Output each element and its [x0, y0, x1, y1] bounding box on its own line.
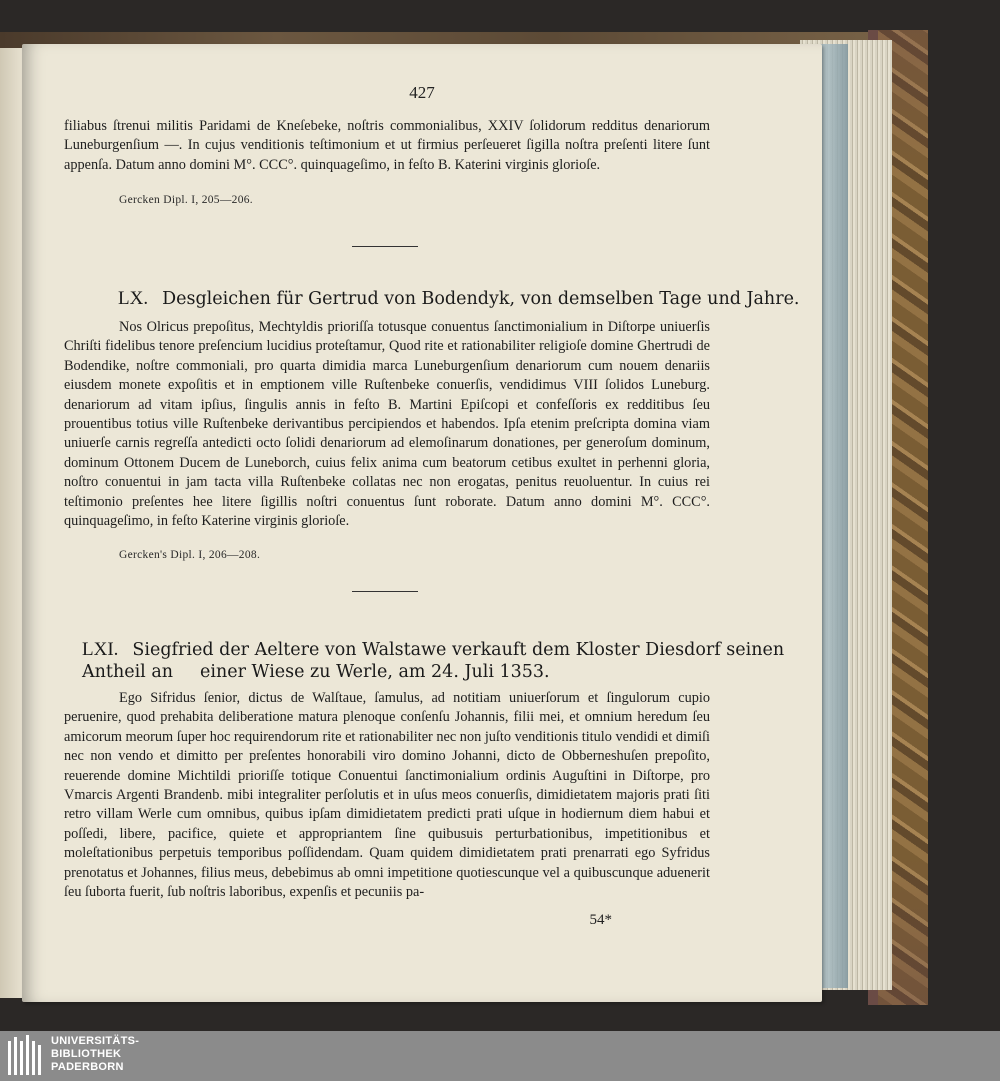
- library-name-line1: UNIVERSITÄTS-: [51, 1035, 140, 1047]
- section-2-heading: [118, 288, 800, 310]
- library-name: [51, 1035, 139, 1075]
- section-3-number: LXI.: [82, 639, 119, 660]
- section-3-title-line1: Siegfried der Aeltere von Walstawe verkauft dem Kloster Diesdorf seinen Antheil an: [82, 640, 785, 682]
- library-name-line3: PADERBORN: [51, 1061, 124, 1074]
- section-2-text: [64, 318, 710, 531]
- signature-mark: 54*: [589, 912, 612, 928]
- section-2-citation: Gercken's Dipl. I, 206—208.: [119, 549, 261, 561]
- library-logo-icon: [6, 1035, 44, 1077]
- section-2-title: Desgleichen für Gertrud von Bodendyk, von demselben Tage und Jahre.: [162, 289, 800, 309]
- library-banner: [0, 1031, 1000, 1081]
- section-divider: [352, 246, 418, 247]
- left-page-sliver: [0, 48, 24, 998]
- section-divider: [352, 591, 418, 592]
- library-name-line2: BIBLIOTHEK: [51, 1048, 122, 1061]
- book-page: [22, 44, 822, 1002]
- section-2-number: LX.: [118, 288, 149, 309]
- section-1-text: [64, 117, 710, 175]
- section-1-citation: Gercken Dipl. I, 205—206.: [119, 194, 253, 206]
- section-3-title-line2: einer Wiese zu Werle, am 24. Juli 1353.: [200, 662, 550, 682]
- section-3-text: [64, 689, 710, 902]
- section-3-paragraph: Ego Sifridus ſenior, dictus de Walſtaue, ſamulus, ad notitiam uniuerſorum et ſingulorum cupio peruenire, quod prehabita deliberatione matura plenoque conſenſu Johannis, filii mei, et omnium heredum ſeu amicorum meorum ſuper hoc requirendorum rite et rationabiliter nec non juſto venditionis titulo vendidi et dimiſi nec non vendo et dimitto per preſentes honorabili viro domino Johanni, dicto de Obberneshuſen prepoſito, reuerende domine Michtildi prioriſſe totique Conuentui ſanctimonialium ordinis Auguſtini in Diſtorpe, pro Vmarcis Argenti Brandenb. mibi integraliter perſolutis et in uſus meos conuerſis, dimidietatem majoris prati ſiti retro villam Werle cum omnibus, quibus ipſam dimidietatem predicti prati uſque in hodiernum diem habui et poſſedi, libere, pacifice, quiete et appropriantem ſine quibusuis perturbationibus, impetitionibus et moleſtationibus perpetuis temporibus poſſidendam. Quam quidem dimidietatem prati prenarrati ego Syfridus prenotatus et Johannes, filius meus, debebimus ab omni impetitione quotiescunque vel a quibuscunque aduenerit ſeu ſuborta fuerit, ſub noſtris laboribus, expenſis et pecuniis pa-: [64, 690, 710, 901]
- section-3-heading-line2: [200, 661, 550, 683]
- section-2-paragraph: Nos Olricus prepoſitus, Mechtyldis prioriſſa totusque conuentus ſanctimonialium in Diſtorpe uniuerſis Chriſti fidelibus tenore preſencium lucidius proteſtamur, Quod rite et rationabiliter religioſe domine Ghertrudi de Bodendike, noſtre commoniali, pro quarta dimidia marca Luneburgenſium denariorum cum nouem denariis eiusdem monete expoſitis et in emptionem ville Ruſtenbeke conuerſis, vendidimus VIII ſolidos Luneburg. denariorum ad vitam ipſius, ſingulis annis in feſto B. Martini Epiſcopi et confeſſoris ex redditibus ſeu prouentibus totius ville Ruſtenbeke derivantibus percipiendos et habendos. Ipſa etenim preſcripta domina viam uniuerſe carnis regreſſa antedicti octo ſolidi denariorum ad elemoſinarum donationes, per generoſum dominum, dominum Ottonem Ducem de Luneborch, cuius felix anima cum beatorum cetibus exultet in perhenni gloria, noſtro conuentui in jam tacta villa Ruſtenbeke collatas nec non erogatas, penitus reuoluentur. In cuius rei teſtimonio preſentes hee litere ſigillis noſtri conuentus ſunt roborate. Datum anno domini M°. CCC°. quinquageſimo, in feſto Katerine virginis glorioſe.: [64, 319, 710, 530]
- section-1-paragraph: filiabus ſtrenui militis Paridami de Kneſebeke, noſtris commonialibus, XXIV ſolidorum redditus denariorum Luneburgenſium —. In cujus venditionis teſtimonium et ut firmius perſeueret ſigilla noſtra preſenti litere ſunt appenſa. Datum anno domini M°. CCC°. quinquageſimo, in feſto B. Katerini virginis glorioſe.: [64, 118, 710, 173]
- page-number: 427: [409, 83, 435, 102]
